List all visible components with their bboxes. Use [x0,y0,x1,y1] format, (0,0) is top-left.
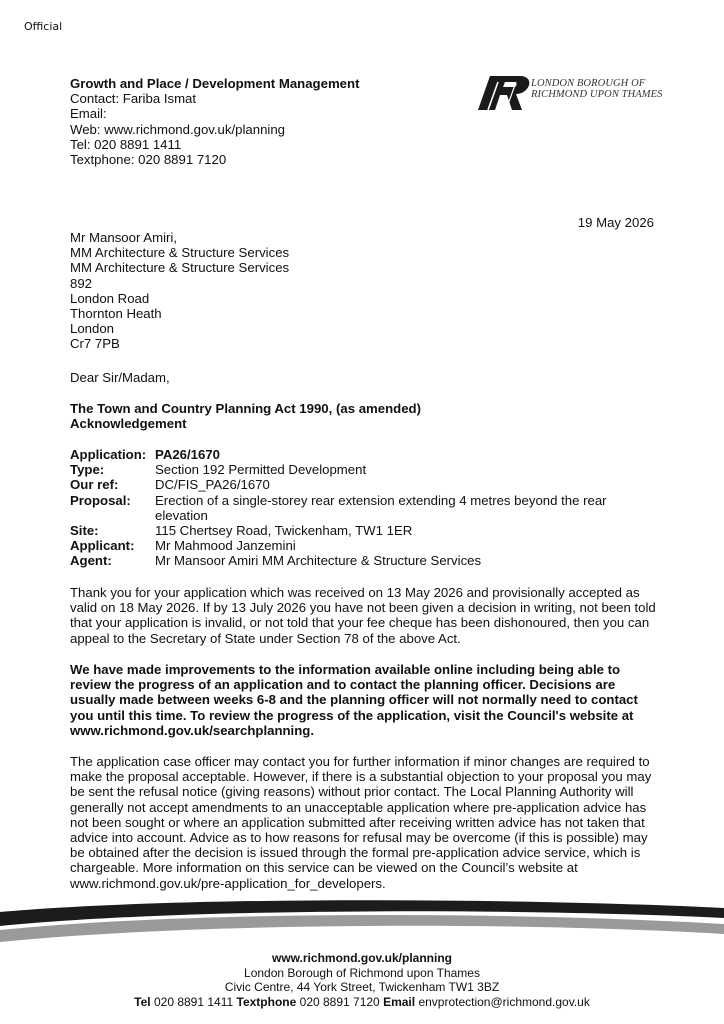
address-line: London [70,321,115,337]
paragraph-receipt: Thank you for your application which was received on 13 May 2026 and provisionally accepted as valid on 18 May 2026. If by 13 July 2026 you have not been given a decision in writing, not been told that your application is invalid, or not told that your fee cheque has been dishonoured, then you can appeal to the Secretary of State under Section 78 of the above Act. [70,585,656,646]
detail-row-proposal [70,493,660,523]
detail-value: Mr Mansoor Amiri MM Architecture & Structure Services [155,553,482,569]
address-line: Mr Mansoor Amiri, [70,230,177,245]
salutation: Dear Sir/Madam, [70,370,170,385]
detail-row-applicant [70,538,660,553]
contact-name: Contact: Fariba Ismat [70,91,197,107]
logo-line-1: LONDON BOROUGH OF [531,78,646,89]
document-marking: Official [24,20,63,33]
footer-textphone-label: Textphone [236,994,297,1009]
footer-tel: 020 8891 1411 [153,994,234,1009]
footer-contact-line [0,995,724,1010]
detail-value: PA26/1670 [155,447,221,462]
detail-label: Site: [70,523,99,539]
letter-date: 19 May 2026 [577,215,654,230]
detail-value: Mr Mahmood Janzemini [155,538,296,554]
paragraph-case-officer: The application case officer may contact you for further information if minor changes are required to make the proposal acceptable. However, if there is a substantial objection to your proposal you may be sent the refusal notice (giving reasons) without prior contact. The Local Planning Authority will generally not accept amendments to an unacceptable application where pre-application advice has not been sought or where an application submitted after receiving written advice has not taken that advice into account. Advice as to how reasons for refusal may be overcome (if this is possible) may be obtained after the decision is issued through the formal pre-application advice service, which is chargeable. More information on this service can be viewed on the Council’s website at www.richmond.gov.uk/pre-application_for_developers. [70,754,652,891]
footer-address: Civic Centre, 44 York Street, Twickenham TW1 3BZ [224,980,500,994]
detail-row-type [70,462,660,477]
sender-block [70,76,359,167]
application-details [70,447,660,569]
address-line: MM Architecture & Structure Services [70,245,290,261]
contact-textphone: Textphone: 020 8891 7120 [70,152,227,168]
footer-web: www.richmond.gov.uk/planning [272,951,452,965]
detail-row-application [70,447,660,462]
footer-email: envprotection@richmond.gov.uk [418,994,590,1009]
detail-label: Applicant: [70,538,135,554]
footer-tel-label: Tel [134,994,151,1009]
detail-label: Proposal: [70,492,131,508]
address-line: 892 [70,275,93,291]
footer-email-label: Email [383,994,416,1009]
department-name: Growth and Place / Development Management [70,76,360,91]
detail-value: Section 192 Permitted Development [155,462,367,478]
footer-swoosh-icon [0,896,724,948]
letter-footer [0,951,724,1009]
detail-label: Our ref: [70,477,119,493]
detail-row-our-ref [70,477,660,492]
detail-label: Type: [70,462,105,478]
subject-line-1: The Town and Country Planning Act 1990, (as amended) [70,401,421,416]
subject-heading [70,401,421,431]
detail-label: Agent: [70,553,112,569]
recipient-address [70,230,289,352]
contact-tel: Tel: 020 8891 1411 [70,136,182,152]
paragraph-online-progress: We have made improvements to the information available online including being able to review the progress of an application and to contact the planning officer. Decisions are usually made between weeks 6-8 and the planning officer will not normally need to contact you until this time. To review the progress of the application, visit the Council's website at www.richmond.gov.uk/searchplanning. [70,662,638,738]
detail-value: DC/FIS_PA26/1670 [155,477,270,493]
address-line: Thornton Heath [70,306,162,322]
detail-value: Erection of a single-storey rear extension extending 4 metres beyond the rear elevation [155,492,607,523]
detail-label: Application: [70,447,147,462]
contact-web: Web: www.richmond.gov.uk/planning [70,121,286,137]
contact-email: Email: [70,106,107,122]
address-line: Cr7 7PB [70,336,120,352]
detail-value: 115 Chertsey Road, Twickenham, TW1 1ER [155,523,413,539]
logo-line-2: RICHMOND UPON THAMES [531,89,663,100]
address-line: MM Architecture & Structure Services [70,260,290,276]
detail-row-agent [70,553,660,568]
footer-org: London Borough of Richmond upon Thames [244,965,480,980]
council-logo-text [531,78,663,100]
detail-row-site [70,523,660,538]
address-line: London Road [70,290,150,306]
subject-line-2: Acknowledgement [70,416,187,432]
footer-textphone: 020 8891 7120 [299,994,380,1009]
